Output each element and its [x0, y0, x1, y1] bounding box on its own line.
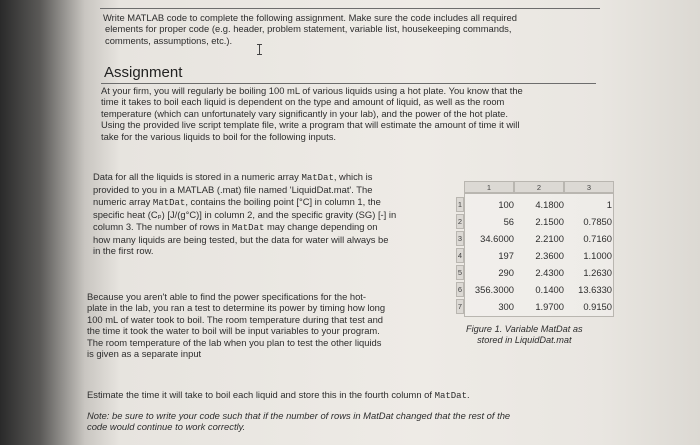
data-line: column 3. The number of rows in MatDat may change depending on [93, 220, 378, 233]
data-line: in the first row. [93, 245, 154, 257]
table-cell: 13.6330 [578, 284, 612, 295]
data-line: provided to you in a MATLAB (.mat) file named 'LiquidDat.mat'. The [93, 184, 373, 196]
data-line: specific heat (Cₚ) [J/(g°C)] in column 2, and the specific gravity (SG) [-] in [93, 209, 397, 221]
row-header: 2 [456, 214, 464, 229]
table-cell: 1.2630 [583, 267, 612, 278]
data-line: how many liquids are being tested, but the data for water will always be [93, 234, 389, 246]
table-cell: 1 [606, 199, 612, 210]
table-cell: 56 [503, 216, 514, 227]
top-rule [100, 8, 600, 9]
row-header: 7 [456, 299, 464, 314]
table-cell: 100 [498, 199, 514, 210]
table-cell: 0.7850 [583, 216, 612, 227]
code-matdat: MatDat [434, 391, 467, 401]
text-cursor-icon [259, 44, 260, 55]
power-line: 100 mL of water took to boil. The room temperature during that test and [87, 313, 383, 325]
table-cell: 34.6000 [480, 233, 514, 244]
power-line: The room temperature of the lab when you plan to test the other liquids [87, 336, 382, 348]
table-cell: 290 [498, 267, 514, 278]
table-cell: 1.1000 [583, 250, 612, 261]
table-cell: 2.1500 [535, 216, 564, 227]
column-header: 3 [564, 181, 614, 193]
table-cell: 1.9700 [535, 301, 564, 312]
intro-line: elements for proper code (e.g. header, problem statement, variable list, housekeeping commands, [105, 23, 512, 35]
matdat-table [456, 181, 614, 317]
code-matdat: MatDat [301, 173, 334, 183]
caption-line: Figure 1. Variable MatDat as [466, 324, 583, 334]
table-cell: 0.1400 [535, 284, 564, 295]
note-line: Note: be sure to write your code such that if the number of rows in MatDat changed that the rest of the [87, 410, 511, 421]
data-line: Data for all the liquids is stored in a numeric array MatDat, which is [93, 171, 373, 183]
power-line: is given as a separate input [87, 348, 202, 360]
intro-line: comments, assumptions, etc.). [105, 34, 233, 46]
note-paragraph [87, 410, 510, 433]
column-header: 2 [514, 181, 564, 193]
row-header: 1 [456, 197, 464, 212]
table-cell: 0.9150 [583, 301, 612, 312]
code-matdat: MatDat [152, 197, 186, 208]
data-line: numeric array MatDat, contains the boiling point [°C] in column 1, the [93, 195, 381, 208]
power-line: Because you aren't able to find the power specifications for the hot- [87, 291, 367, 302]
table-cell: 0.7160 [583, 233, 612, 244]
assignment-line: take for the various liquids to boil for the following inputs. [101, 130, 337, 142]
table-cell: 300 [498, 301, 514, 312]
table-cell: 2.2100 [535, 233, 564, 244]
table-cell: 4.1800 [535, 199, 564, 210]
code-matdat: MatDat [231, 222, 265, 233]
assignment-line: time it takes to boil each liquid is dependent on the type and amount of liquid, as well as the room [101, 96, 505, 108]
assignment-line: temperature (which can unfortunately vary significantly in your lab), and the power of the hot plate. [101, 107, 508, 119]
intro-paragraph [105, 12, 517, 46]
note-line: code would continue to work correctly. [87, 421, 246, 433]
assignment-rule [101, 83, 596, 84]
estimate-sentence: Estimate the time it will take to boil each liquid and store this in the fourth column of MatDat. [87, 389, 470, 401]
table-cell: 356.3000 [474, 284, 514, 295]
assignment-line: Using the provided live script template file, write a program that will estimate the amount of time it will [101, 119, 520, 131]
caption-line: stored in LiquidDat.mat [477, 335, 572, 346]
power-line: the time it took the water to boil will be input variables to your program. [87, 325, 380, 337]
table-cell: 2.4300 [535, 267, 564, 278]
assignment-line: At your firm, you will regularly be boiling 100 mL of various liquids using a hot plate. You know that the [101, 85, 523, 96]
power-paragraph [87, 291, 385, 359]
row-header: 3 [456, 231, 464, 246]
power-line: plate in the lab, you ran a test to determine its power by timing how long [87, 302, 386, 314]
data-paragraph [93, 171, 396, 257]
table-cell: 197 [498, 250, 514, 261]
figure-caption [466, 324, 583, 347]
table-cell: 2.3600 [535, 250, 564, 261]
assignment-paragraph [101, 85, 523, 142]
assignment-heading: Assignment [104, 64, 183, 81]
row-header: 5 [456, 265, 464, 280]
row-header: 4 [456, 248, 464, 263]
column-header: 1 [464, 181, 514, 193]
intro-line: Write MATLAB code to complete the following assignment. Make sure the code includes all required [103, 12, 517, 23]
row-header: 6 [456, 282, 464, 297]
